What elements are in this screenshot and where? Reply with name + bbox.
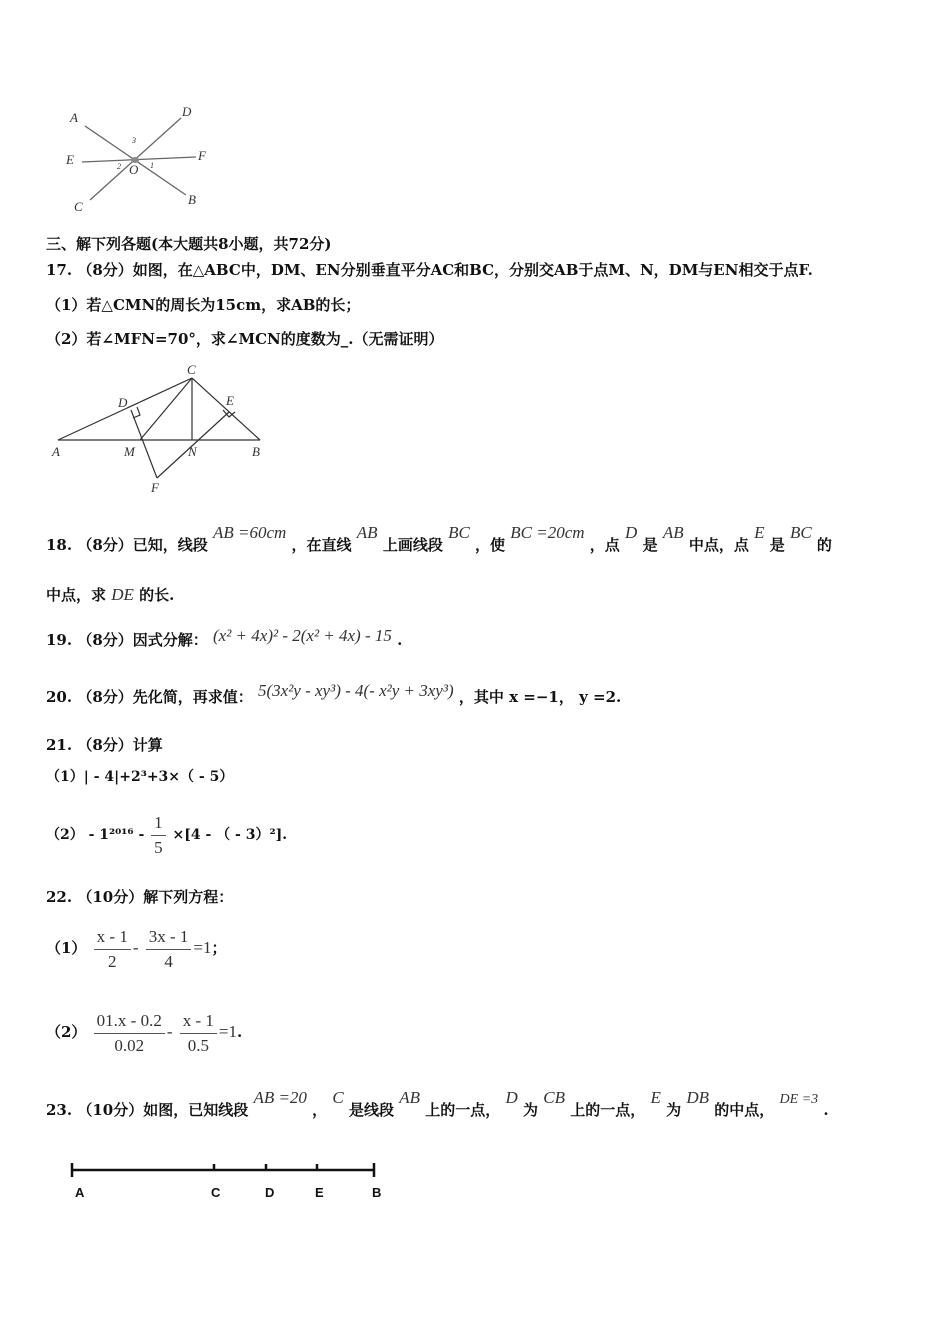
label: （1）: [46, 939, 87, 957]
q17-stem: 17. （8分）如图，在△ABC中，DM、EN分别垂直平分AC和BC，分别交AB于点M、N，DM与EN相交于点F.: [46, 261, 813, 279]
q17-part1: （1）若△CMN的周长为15cm，求AB的长；: [46, 296, 361, 314]
q17-part2: （2）若∠MFN=70°，求∠MCN的度数为_.（无需证明）: [46, 330, 444, 348]
label-2: 2: [117, 162, 121, 171]
q20-expression: 5(3x²y - xy³) - 4(- x²y + 3xy³): [258, 681, 454, 700]
label-O: O: [129, 162, 139, 177]
text: 中点，求: [46, 586, 107, 604]
q19: [46, 626, 403, 650]
text: 23. （10分）如图，已知线段: [46, 1101, 249, 1119]
text: 为: [666, 1101, 682, 1119]
text: ，: [312, 1101, 328, 1119]
operator: -: [166, 1022, 173, 1041]
label-F: F: [151, 480, 159, 495]
text: ，点: [589, 536, 620, 554]
label-D: D: [118, 395, 128, 410]
math: BC =20cm: [510, 523, 585, 542]
label-D: D: [265, 1185, 275, 1200]
numerator: x - 1: [180, 1009, 217, 1034]
q19-end: .: [397, 631, 403, 649]
math: DB: [686, 1088, 710, 1107]
label-A: A: [52, 444, 60, 459]
math: AB: [399, 1088, 421, 1107]
label-M: M: [124, 444, 135, 459]
label: （2）: [46, 1023, 87, 1041]
section-title: 三、解下列各题(本大题共8小题，共72分): [46, 235, 332, 253]
text: 上画线段: [382, 536, 443, 554]
label-1: 1: [150, 161, 154, 170]
q20: [46, 681, 622, 707]
q19-label: 19. （8分）因式分解：: [46, 631, 208, 649]
text: ，使: [475, 536, 506, 554]
text: 上的一点，: [570, 1101, 646, 1119]
q20-y-value: y =2.: [579, 688, 622, 706]
numerator: 3x - 1: [146, 925, 192, 950]
text: 是: [769, 536, 785, 554]
label-B: B: [372, 1185, 382, 1200]
label-3: 3: [132, 136, 136, 145]
label-D: D: [182, 104, 192, 119]
math: AB: [662, 523, 684, 542]
label-A: A: [70, 110, 78, 125]
math: DE =3: [779, 1092, 819, 1107]
text: 18. （8分）已知，线段: [46, 536, 208, 554]
text: 的长.: [139, 586, 175, 604]
label-B: B: [252, 444, 260, 459]
denominator: 0.5: [187, 1035, 209, 1055]
operator: -: [132, 938, 139, 957]
q22-part2: [46, 1002, 242, 1062]
math: E: [754, 523, 765, 542]
denominator: 2: [108, 951, 117, 971]
math: AB =20: [253, 1088, 307, 1107]
segment-figure: [60, 1158, 390, 1203]
math: C: [332, 1088, 344, 1107]
numerator: 1: [151, 811, 166, 836]
math: D: [625, 523, 638, 542]
q18-line1: [46, 523, 832, 555]
text: 为: [523, 1101, 539, 1119]
math: BC: [789, 523, 812, 542]
text: ，其中: [458, 688, 504, 706]
math: DE: [111, 585, 134, 604]
math: AB =60cm: [213, 523, 287, 542]
text: ×[4 - （ - 3）²].: [172, 827, 288, 843]
label-C: C: [187, 362, 196, 377]
end: ；: [211, 939, 227, 957]
denominator: 4: [164, 951, 173, 971]
denominator: 5: [154, 837, 163, 857]
math: E: [650, 1088, 661, 1107]
text: 是: [642, 536, 658, 554]
numerator: 01.x - 0.2: [94, 1009, 165, 1034]
q20-label: 20. （8分）先化简，再求值：: [46, 688, 253, 706]
q22-label: 22. （10分）解下列方程：: [46, 888, 234, 906]
q23-stem: [46, 1088, 829, 1122]
numerator: x - 1: [94, 925, 131, 950]
text: 的中点，: [714, 1101, 775, 1119]
denominator: 0.02: [114, 1035, 145, 1055]
angles-figure: [55, 100, 225, 215]
label-B: B: [188, 192, 196, 207]
label-A: A: [75, 1185, 85, 1200]
label-N: N: [188, 444, 197, 459]
q21-part2: [46, 805, 287, 865]
math: AB: [356, 523, 378, 542]
math: BC: [448, 523, 470, 542]
q18-line2: [46, 585, 174, 605]
label-E: E: [66, 152, 74, 167]
text: ，在直线: [291, 536, 352, 554]
label-E: E: [315, 1185, 324, 1200]
equals: =1: [218, 1022, 238, 1041]
q19-expression: (x² + 4x)² - 2(x² + 4x) - 15: [213, 626, 392, 645]
text: .: [823, 1101, 829, 1119]
end: .: [237, 1023, 243, 1041]
label-E: E: [226, 393, 234, 408]
label-C: C: [74, 199, 83, 214]
text: （2） - 1²⁰¹⁶ -: [46, 827, 150, 843]
text: 上的一点，: [425, 1101, 501, 1119]
label-C: C: [211, 1185, 221, 1200]
math: D: [505, 1088, 518, 1107]
text: 的: [816, 536, 832, 554]
text: 中点，点: [688, 536, 749, 554]
label-F: F: [198, 148, 206, 163]
q22-part1: [46, 918, 227, 978]
q20-x-value: x =−1，: [509, 688, 574, 706]
equals: =1: [193, 938, 212, 957]
q21-part1: （1）| - 4|+2³+3×（ - 5）: [46, 769, 234, 785]
q21-label: 21. （8分）计算: [46, 736, 163, 754]
text: 是线段: [349, 1101, 395, 1119]
triangle-figure: [45, 360, 275, 500]
math: CB: [543, 1088, 566, 1107]
